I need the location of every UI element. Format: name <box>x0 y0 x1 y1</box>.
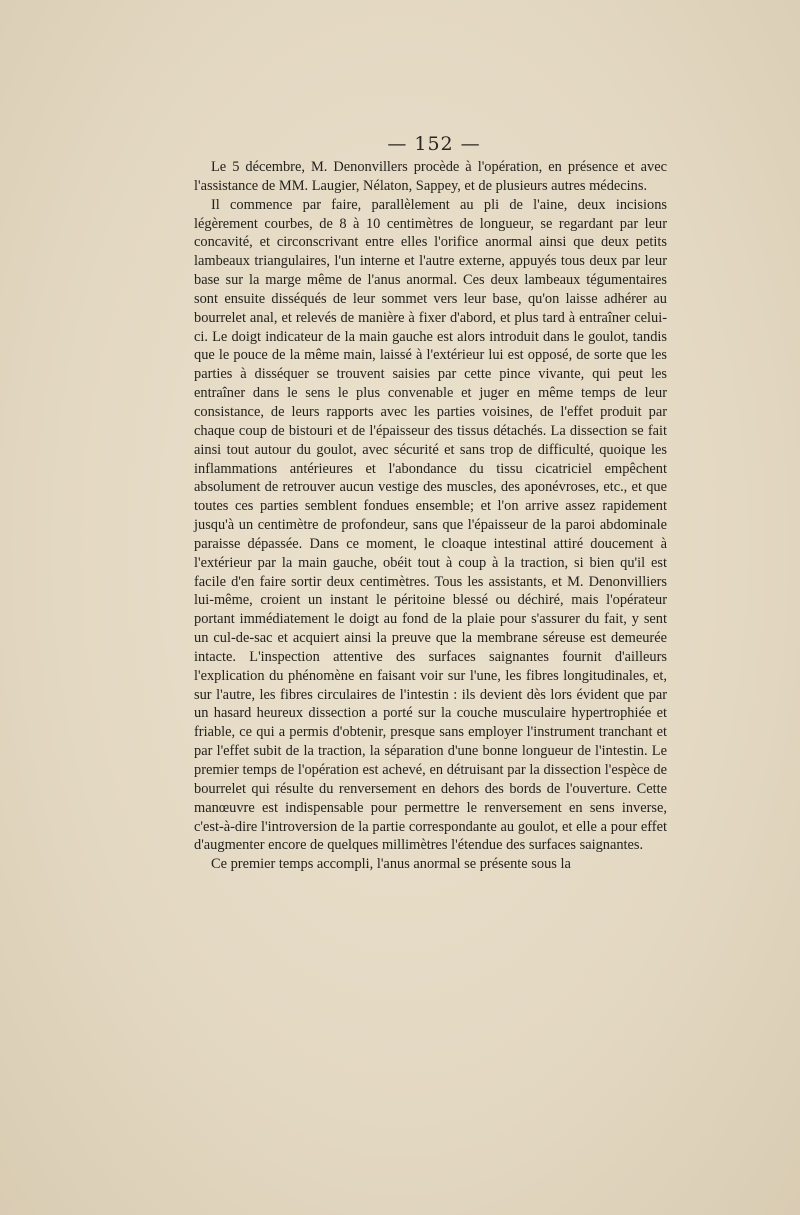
paragraph: Ce premier temps accompli, l'anus anormal se présente sous la <box>211 856 571 873</box>
body-text <box>194 158 667 874</box>
paragraph: Le 5 décembre, M. Denonvillers procède à l'opération, en présence et avec l'assistance de MM. Laugier, Nélaton, Sappey, et de plusieurs autres médecins. <box>194 159 667 194</box>
paragraph: Il commence par faire, parallèlement au pli de l'aine, deux incisions légèrement courbes, de 8 à 10 centimètres de longueur, se regardant par leur concavité, et circonscrivant entre elles l'orifice anormal ainsi que deux petits lambeaux triangulaires, l'un interne et l'autre externe, appuyés tous deux par leur base sur la marge même de l'anus anormal. Ces deux lambeaux tégumentaires sont ensuite disséqués de leur sommet vers leur base, qu'on laisse adhérer au bourrelet anal, et relevés de manière à fixer d'abord, et plus tard à entraîner celui-ci. Le doigt indicateur de la main gauche est alors introduit dans le goulot, tandis que le pouce de la même main, laissé à l'extérieur lui est opposé, de sorte que les parties à disséquer se trouvent saisies par cette pince vivante, qui peut les entraîner dans le sens le plus convenable et juger en même temps de leur consistance, de leurs rapports avec les parties voisines, de l'effet produit par chaque coup de bistouri et de l'épaisseur des tissus détachés. La dissection se fait ainsi tout autour du goulot, avec sécurité et sans trop de difficulté, quoique les inflammations antérieures et l'abondance du tissu cicatriciel empêchent absolument de retrouver aucun vestige des muscles, des aponévroses, etc., et que toutes ces parties semblent fondues ensemble; et l'on arrive assez rapidement jusqu'à un centimètre de profondeur, sans que l'épaisseur de la paroi abdominale paraisse dépassée. Dans ce moment, le cloaque intestinal attiré doucement à l'extérieur par la main gauche, obéit tout à coup à la traction, si bien qu'il est facile d'en faire sortir deux centimètres. Tous les assistants, et M. Denonvilliers lui-même, croient un instant le péritoine blessé ou déchiré, mais l'opérateur portant immédiatement le doigt au fond de la plaie pour s'assurer du fait, y sent un cul-de-sac et acquiert ainsi la preuve que la membrane séreuse est demeurée intacte. L'inspection attentive des surfaces saignantes fournit d'ailleurs l'explication du phénomène en faisant voir sur l'une, les fibres longitudinales, et, sur l'autre, les fibres circulaires de l'intestin : ils devient dès lors évident que par un hasard heureux dissection a porté sur la couche musculaire hypertrophiée et friable, ce qui a permis d'obtenir, presque sans employer l'instrument tranchant et par l'effet subit de la traction, la séparation d'une bonne longueur de l'intestin. Le premier temps de l'opération est achevé, en détruisant par la dissection l'espèce de bourrelet qui résulte du renversement en dehors des bords de l'ouverture. Cette manœuvre est indispensable pour permettre le renversement en sens inverse, c'est-à-dire l'introversion de la partie correspondante au goulot, et elle a pour effet d'augmenter encore de quelques millimètres l'étendue des surfaces saignantes. <box>194 196 667 854</box>
page-number: — 152 — <box>387 133 481 155</box>
